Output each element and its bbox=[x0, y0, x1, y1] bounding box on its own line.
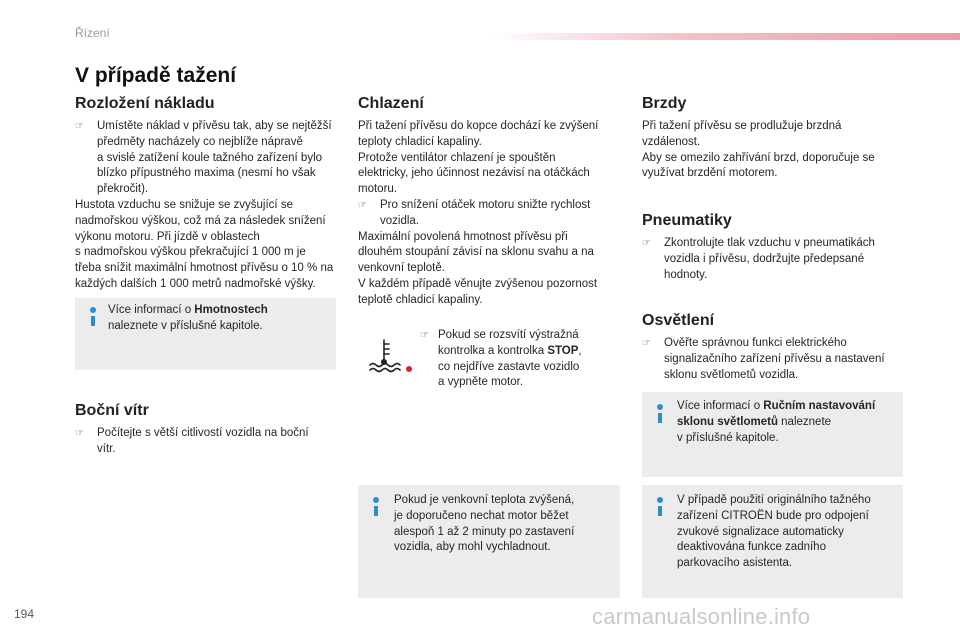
pointing-finger-icon: ☞ bbox=[75, 428, 84, 439]
cooling-bullet: ☞ Pro snížení otáček motoru snižte rychlost vozidla. bbox=[358, 198, 591, 227]
pointing-finger-icon: ☞ bbox=[420, 330, 429, 341]
running-header: Řízení bbox=[75, 26, 110, 40]
warning-dot bbox=[406, 366, 412, 372]
section-title-tyres: Pneumatiky bbox=[642, 212, 732, 229]
header-rule bbox=[490, 33, 960, 40]
warning-bullet: ☞ Pokud se rozsvítí výstražná kontrolka a kontrolka STOP, co nejdříve zastavte vozidlo a vypněte motor. bbox=[420, 329, 582, 389]
tyres-text bbox=[642, 236, 907, 283]
page-number: 194 bbox=[14, 607, 35, 621]
brakes-text: Při tažení přívěsu se prodlužuje brzdná vzdálenost. Aby se omezilo zahřívání brzd, doporučuje se využívat brzdění motorem. bbox=[642, 120, 875, 180]
watermark: carmanualsonline.info bbox=[592, 604, 811, 629]
info-i-icon bbox=[90, 307, 96, 313]
section-title-brakes: Brzdy bbox=[642, 95, 687, 112]
info-text-weights: Více informací o Hmotnostech naleznete v příslušné kapitole. bbox=[108, 304, 268, 332]
section-title-lighting: Osvětlení bbox=[642, 312, 715, 329]
tyres-bullet: ☞ Zkontrolujte tlak vzduchu v pneumatikách vozidla i přívěsu, dodržujte předepsané hodnoty. bbox=[642, 237, 875, 281]
cooling-text: Při tažení přívěsu do kopce dochází ke zvýšení teploty chladicí kapaliny. Protože ventilátor chlazení je spouštěn elektricky, jeho účinnost nezávisí na otáčkách motoru. ☞ Pro snížení otáček motoru snižte rychlost vozidla. Maximální povolená hmotnost přívěsu při dlouhém stoupání závisí na sklonu svahu a na venkovní teplotě. V každém případě věnujte zvýšenou pozornost teplotě chladicí kapaliny. bbox=[358, 119, 623, 309]
info-box-weights bbox=[75, 298, 336, 370]
pointing-finger-icon: ☞ bbox=[642, 238, 651, 249]
pointing-finger-icon: ☞ bbox=[75, 121, 84, 132]
pointing-finger-icon: ☞ bbox=[642, 338, 651, 349]
pointing-finger-icon: ☞ bbox=[358, 199, 367, 211]
page-title: V případě tažení bbox=[75, 64, 237, 87]
info-text-parking: V případě použití originálního tažného zařízení CITROËN bude pro odpojení zvukové signalizace automaticky deaktivována funkce zadního parkovacího asistenta. bbox=[677, 494, 871, 570]
info-text-headlamp: Více informací o Ručním nastavování sklonu světlometů naleznete v příslušné kapitole. bbox=[677, 400, 876, 444]
info-text-cooldown: Pokud je venkovní teplota zvýšená, je doporučeno nechat motor běžet alespoň 1 až 2 minuty po zastavení vozidla, aby mohl vychladnout. bbox=[394, 494, 575, 554]
lighting-text bbox=[642, 336, 907, 383]
warning-text bbox=[420, 328, 620, 391]
info-i-icon bbox=[373, 497, 379, 503]
section-title-cooling: Chlazení bbox=[358, 95, 424, 112]
wind-text bbox=[75, 426, 340, 458]
section-title-wind: Boční vítr bbox=[75, 402, 149, 419]
info-i-icon bbox=[657, 404, 663, 410]
section-title-load: Rozložení nákladu bbox=[75, 95, 215, 112]
load-text: ☞ Umístěte náklad v přívěsu tak, aby se nejtěžší předměty nacházely co nejblíže nápravě a svislé zatížení koule tažného zařízení bylo blízko přípustného maxima (nesmí ho však překročit). Hustota vzduchu se snižuje se zvyšující se nadmořskou výškou, což má za následek snížení výkonu motoru. Při jízdě v oblastech s nadmořskou výškou překračující 1 000 m je třeba snížit maximální hmotnost přívěsu o 10 % na každých dalších 1 000 metrů nadmořské výšky. bbox=[75, 119, 340, 293]
info-box-headlamp bbox=[642, 392, 903, 477]
info-i-icon bbox=[657, 497, 663, 503]
info-box-parking-assist bbox=[642, 485, 903, 598]
coolant-temperature-icon bbox=[362, 337, 418, 377]
info-box-engine-cooldown bbox=[358, 485, 620, 598]
wind-bullet: ☞ Počítejte s větší citlivostí vozidla na boční vítr. bbox=[75, 427, 309, 455]
lighting-bullet: ☞ Ověřte správnou funkci elektrického signalizačního zařízení přívěsu a nastavení sklonu světlometů vozidla. bbox=[642, 337, 885, 381]
load-bullet: ☞ Umístěte náklad v přívěsu tak, aby se nejtěžší předměty nacházely co nejblíže nápravě a svislé zatížení koule tažného zařízení bylo blízko přípustného maxima (nesmí ho však překročit). bbox=[75, 120, 332, 196]
